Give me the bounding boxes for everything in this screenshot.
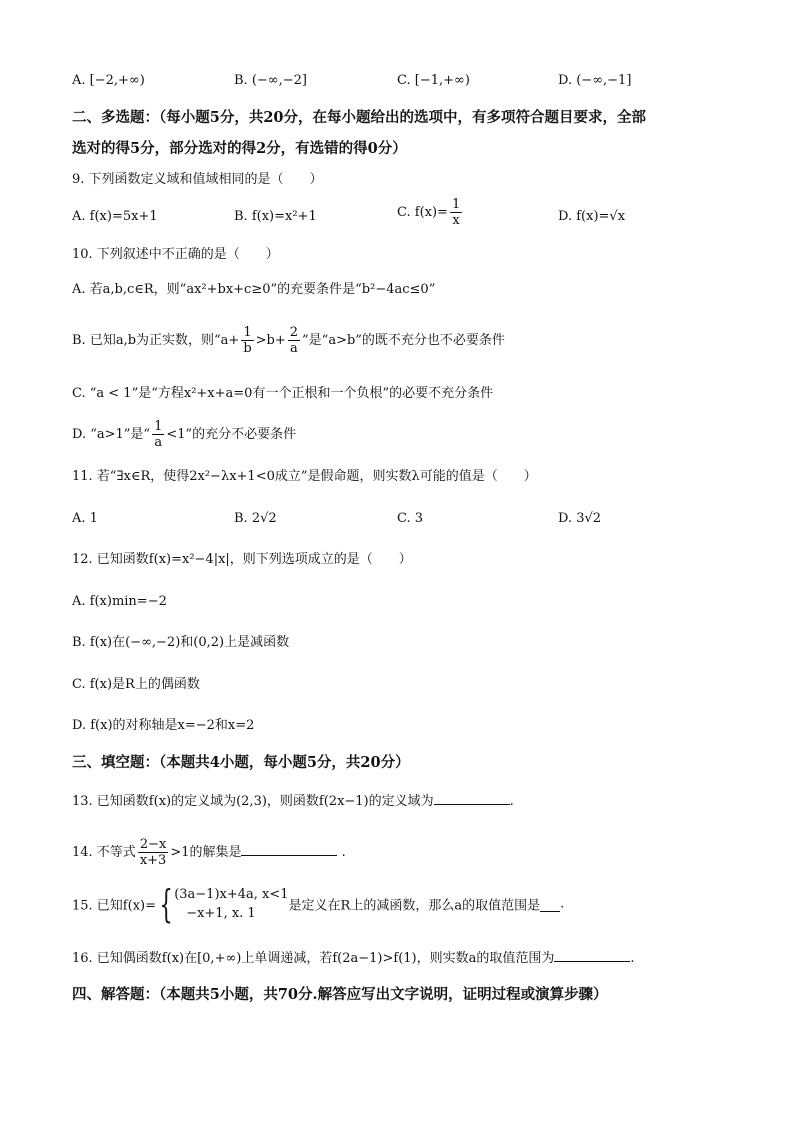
q16-answer-blank[interactable] xyxy=(554,947,630,962)
q11-option-d: D. 3√2 xyxy=(558,511,602,526)
q9-stem: 9. 下列函数定义域和值域相同的是（ ） xyxy=(72,172,323,187)
q10-option-a: A. 若a,b,c∈R，则“ax²+bx+c≥0”的充要条件是“b²−4ac≤0” xyxy=(72,282,436,297)
q14-answer-blank[interactable] xyxy=(241,841,337,856)
q11-option-c: C. 3 xyxy=(397,511,424,526)
section2-heading-line2: 选对的得5分，部分选对的得2分，有选错的得0分） xyxy=(72,140,407,157)
q8-option-d: D. (−∞,−1] xyxy=(558,73,632,88)
q8-option-c: C. [−1,+∞) xyxy=(397,73,470,88)
q10-option-b: B. 已知a,b为正实数，则“a+ $\frac{1}{b}$ >b+ $\frac{2}{a}$ ”是“a>b”的既不充分也不必要条件 xyxy=(72,325,505,356)
q13: 13. 已知函数f(x)的定义域为(2,3)，则函数f(2x−1)的定义域为 . xyxy=(72,790,514,812)
section4-heading: 四、解答题：（本题共5小题，共70分.解答应写出文字说明，证明过程或演算步骤） xyxy=(72,986,608,1003)
q8-option-b: B. (−∞,−2] xyxy=(234,73,307,88)
piecewise-brace: { xyxy=(159,882,173,926)
q11-option-b: B. 2√2 xyxy=(234,511,277,526)
q10-option-c: C. “a < 1”是“方程x²+x+a=0有一个正根和一个负根”的必要不充分条件 xyxy=(72,386,494,401)
q9-option-b: B. f(x)=x²+1 xyxy=(234,209,317,224)
section3-heading: 三、填空题：（本题共4小题，每小题5分，共20分） xyxy=(72,754,410,771)
q12-option-d: D. f(x)的对称轴是x=−2和x=2 xyxy=(72,718,255,733)
q10-stem: 10. 下列叙述中不正确的是（ ） xyxy=(72,247,279,262)
q12-stem: 12. 已知函数f(x)=x²−4|x|，则下列选项成立的是（ ） xyxy=(72,552,412,567)
q14: 14. 不等式 $\frac{2-x}{x+3}$ >1的解集是 . xyxy=(72,837,346,868)
q11-options xyxy=(72,508,722,530)
q15-answer-blank[interactable] xyxy=(540,897,560,912)
q9-options xyxy=(72,197,722,228)
q13-answer-blank[interactable] xyxy=(434,790,510,805)
q12-option-c: C. f(x)是R上的偶函数 xyxy=(72,677,200,692)
q10-option-d: D. “a>1”是“ $\frac{1}{a}$ <1”的充分不必要条件 xyxy=(72,419,297,450)
q16: 16. 已知偶函数f(x)在[0,+∞)上单调递减，若f(2a−1)>f(1)，则实数a的取值范围为 . xyxy=(72,947,635,969)
piecewise-cases: (3a−1)x+4a, x<1 −x+1, x. 1 xyxy=(174,887,289,921)
q8-option-a: A. [−2,+∞) xyxy=(72,73,145,88)
q9-option-c: C. f(x)= $\frac{1}{x}$ xyxy=(397,197,461,228)
section2-heading-line1: 二、多选题：（每小题5分，共20分，在每小题给出的选项中，有多项符合题目要求，全部 xyxy=(72,109,647,126)
q9-option-a: A. f(x)=5x+1 xyxy=(72,209,158,224)
q15: 15. 已知f(x)={ (3a−1)x+4a, x<1 −x+1, x. 1 是定义在R上的减函数，那么a的取值范围是 . xyxy=(72,882,565,926)
q11-stem: 11. 若“∃x∈R，使得2x²−λx+1<0成立”是假命题，则实数λ可能的值是（ ） xyxy=(72,469,537,484)
q9-option-d: D. f(x)=√x xyxy=(558,209,626,224)
q11-option-a: A. 1 xyxy=(72,511,98,526)
q12-option-b: B. f(x)在(−∞,−2)和(0,2)上是减函数 xyxy=(72,635,290,650)
q8-options xyxy=(72,70,722,92)
q12-option-a: A. f(x)min=−2 xyxy=(72,594,167,609)
